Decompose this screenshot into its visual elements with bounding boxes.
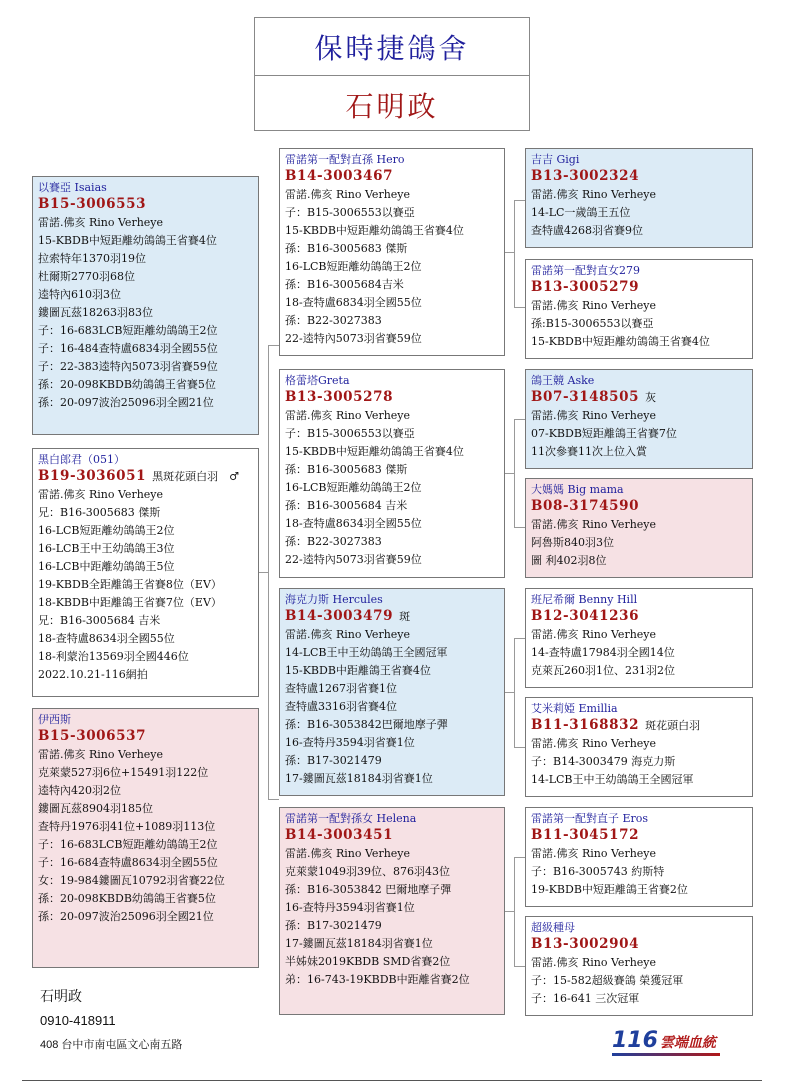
record-line: 孫：B16-3053842 巴爾地摩子彈 xyxy=(285,883,452,896)
record-line: 14-LC一歲鴿王五位 xyxy=(531,206,631,219)
great-grandparent-card xyxy=(525,369,753,469)
connector-line xyxy=(514,200,515,307)
connector-line xyxy=(514,966,525,967)
great-grandparent-card xyxy=(525,478,753,578)
record-line: 17-鏤圖瓦茲18184羽省賽1位 xyxy=(285,772,433,785)
record-line: 雷諾.佛亥 Rino Verheye xyxy=(531,409,657,422)
connector-line xyxy=(514,747,525,748)
record-line: 子：16-684查特盧8634羽全國55位 xyxy=(38,856,218,869)
dam-card xyxy=(32,708,259,968)
ring-number: B15-3006553 xyxy=(38,196,147,212)
record-line: 16-查特丹3594羽省賽1位 xyxy=(285,901,415,914)
connector-line xyxy=(505,252,514,253)
ring-number: B11-3045172 xyxy=(531,827,640,843)
record-line: 孫：B16-3005684 吉米 xyxy=(285,499,408,512)
record-line: 19-KBDB全距離鴿王省賽8位（EV） xyxy=(38,578,222,591)
record-line: 16-查特丹3594羽省賽1位 xyxy=(285,736,415,749)
record-line: 19-KBDB中短距離鴿王省賽2位 xyxy=(531,883,688,896)
contact-address: 408 台中市南屯區文心南五路 xyxy=(40,1039,183,1051)
record-line: 孫:B15-3006553以賽亞 xyxy=(531,317,654,330)
connector-line xyxy=(514,419,515,527)
record-line: 查特盧4268羽省賽9位 xyxy=(531,224,643,237)
ring-value: B11-3168832 xyxy=(531,717,640,733)
record-line: 07-KBDB短距離鴿王省賽7位 xyxy=(531,427,677,440)
record-line: 查特丹1976羽41位+1089羽113位 xyxy=(38,820,216,833)
record-line: 克萊蒙527羽6位+15491羽122位 xyxy=(38,766,209,779)
record-line: 弟：16-743-19KBDB中距離省賽2位 xyxy=(285,973,470,986)
record-line: 孫：20-098KBDB幼鴿鴿王省賽5位 xyxy=(38,378,216,391)
ring-number: B14-3003467 xyxy=(285,168,394,184)
ring-number xyxy=(531,716,747,735)
record-line: 孫：20-097波治25096羽全國21位 xyxy=(38,396,214,409)
record-line: 孫：B16-3005684吉米 xyxy=(285,278,404,291)
record-line: 16-LCB短距離幼鴿鴿王2位 xyxy=(285,481,422,494)
ring-value: B14-3003479 xyxy=(285,608,394,624)
bird-name: 以賽亞 Isaias xyxy=(38,181,107,194)
color-sex: 斑 xyxy=(399,610,411,623)
record-line: 逵特內610羽3位 xyxy=(38,288,121,301)
record-line: 16-LCB短距離幼鴿鴿王2位 xyxy=(285,260,422,273)
brand-logo xyxy=(612,1028,716,1053)
record-line: 子：16-683LCB短距離幼鴿鴿王2位 xyxy=(38,324,218,337)
record-line: 半姊妹2019KBDB SMD省賽2位 xyxy=(285,955,451,968)
logo-number: 116 xyxy=(612,1028,658,1053)
record-line: 孫：20-098KBDB幼鴿鴿王省賽5位 xyxy=(38,892,216,905)
connector-line xyxy=(505,911,514,912)
record-line: 兄：B16-3005683 傑斯 xyxy=(38,506,161,519)
record-line: 查特盧1267羽省賽1位 xyxy=(285,682,397,695)
record-line: 18-查特盧8634羽全國55位 xyxy=(38,632,175,645)
ring-number: B13-3005278 xyxy=(285,389,394,405)
record-line: 子：B14-3003479 海克力斯 xyxy=(531,755,676,768)
record-line: 子：16-484查特盧6834羽全國55位 xyxy=(38,342,218,355)
record-line: 雷諾.佛亥 Rino Verheye xyxy=(531,299,657,312)
record-line: 16-LCB短距離幼鴿鴿王2位 xyxy=(38,524,175,537)
connector-line xyxy=(268,345,269,800)
contact-name: 石明政 xyxy=(40,988,82,1004)
record-line: 雷諾.佛亥 Rino Verheye xyxy=(38,216,164,229)
record-line: 子：15-582超級賽鴿 榮獲冠軍 xyxy=(531,974,684,987)
record-line: 18-查特盧6834羽全國55位 xyxy=(285,296,422,309)
record-line: 15-KBDB中短距離幼鴿鴿王省賽4位 xyxy=(38,234,217,247)
ring-value: B07-3148505 xyxy=(531,389,640,405)
record-line: 雷諾.佛亥 Rino Verheye xyxy=(285,628,411,641)
record-line: 2022.10.21-116網拍 xyxy=(38,668,148,681)
bird-name: 吉吉 Gigi xyxy=(531,153,580,166)
record-line: 14-查特盧17984羽全國14位 xyxy=(531,646,675,659)
record-line: 鏤圖瓦茲8904羽185位 xyxy=(38,802,153,815)
great-grandparent-card xyxy=(525,807,753,907)
logo-underline xyxy=(612,1053,720,1056)
grandparent-card xyxy=(279,807,505,1015)
record-line: 雷諾.佛亥 Rino Verheye xyxy=(531,956,657,969)
record-line: 克萊瓦260羽1位、231羽2位 xyxy=(531,664,675,677)
connector-line xyxy=(505,692,514,693)
record-line: 雷諾.佛亥 Rino Verheye xyxy=(531,628,657,641)
connector-line xyxy=(514,857,525,858)
ring-number: B15-3006537 xyxy=(38,728,147,744)
record-line: 拉索特年1370羽19位 xyxy=(38,252,146,265)
record-line: 雷諾.佛亥 Rino Verheye xyxy=(38,488,164,501)
record-line: 孫：B16-3053842巴爾地摩子彈 xyxy=(285,718,448,731)
ring-number xyxy=(531,388,747,407)
pedigree-header xyxy=(254,17,530,131)
ring-number: B12-3041236 xyxy=(531,608,640,624)
record-line: 兄：B16-3005684 吉米 xyxy=(38,614,161,627)
contact-phone: 0910-418911 xyxy=(40,1013,116,1028)
connector-line xyxy=(514,638,515,747)
record-line: 雷諾.佛亥 Rino Verheye xyxy=(285,847,411,860)
ring-number xyxy=(38,467,253,486)
connector-line xyxy=(514,857,515,966)
record-line: 杜爾斯2770羽68位 xyxy=(38,270,135,283)
record-line: 18-KBDB中距離鴿王省賽7位（EV） xyxy=(38,596,222,609)
bird-name: 海克力斯 Hercules xyxy=(285,593,383,606)
record-line: 15-KBDB中短距離幼鴿鴿王省賽4位 xyxy=(285,445,464,458)
record-line: 18-查特盧8634羽全國55位 xyxy=(285,517,422,530)
record-line: 孫：B16-3005683 傑斯 xyxy=(285,463,408,476)
record-line: 雷諾.佛亥 Rino Verheye xyxy=(531,847,657,860)
record-line: 雷諾.佛亥 Rino Verheye xyxy=(531,737,657,750)
ring-number: B13-3005279 xyxy=(531,279,640,295)
connector-line xyxy=(514,527,525,528)
record-line: 女：19-984鏤圖瓦10792羽省賽22位 xyxy=(38,874,225,887)
connector-line xyxy=(505,473,514,474)
bottom-divider xyxy=(22,1080,762,1081)
record-line: 圖 利402羽8位 xyxy=(531,554,607,567)
record-line: 22-逵特內5073羽省賽59位 xyxy=(285,332,422,345)
ring-number xyxy=(285,607,499,626)
record-line: 孫：B22-3027383 xyxy=(285,314,382,327)
record-line: 15-KBDB中短距離幼鴿鴿王省賽4位 xyxy=(531,335,710,348)
record-line: 鏤圖瓦茲18263羽83位 xyxy=(38,306,153,319)
connector-line xyxy=(514,419,525,420)
loft-name: 保時捷鴿舍 xyxy=(314,31,470,65)
record-line: 雷諾.佛亥 Rino Verheye xyxy=(285,409,411,422)
connector-line xyxy=(514,307,525,308)
ring-number: B13-3002324 xyxy=(531,168,640,184)
bird-name: 格蕾塔Greta xyxy=(285,374,350,387)
bird-name: 大媽媽 Big mama xyxy=(531,483,624,496)
record-line: 雷諾.佛亥 Rino Verheye xyxy=(285,188,411,201)
record-line: 15-KBDB中短距離幼鴿鴿王省賽4位 xyxy=(285,224,464,237)
record-line: 15-KBDB中距離鴿王省賽4位 xyxy=(285,664,431,677)
connector-line xyxy=(268,799,279,800)
ring-number: B08-3174590 xyxy=(531,498,640,514)
connector-line xyxy=(268,345,279,346)
record-line: 16-LCB王中王幼鴿鴿王3位 xyxy=(38,542,175,555)
great-grandparent-card xyxy=(525,148,753,248)
ring-number: B13-3002904 xyxy=(531,936,640,952)
bird-name: 雷諾第一配對直孫 Hero xyxy=(285,153,405,166)
bird-name: 黑白郎君（051） xyxy=(38,453,125,466)
record-line: 孫：B17-3021479 xyxy=(285,754,382,767)
great-grandparent-card xyxy=(525,259,753,359)
record-line: 14-LCB王中王幼鴿鴿王全國冠軍 xyxy=(531,773,694,786)
color-sex: 斑花頭白羽 xyxy=(645,719,701,732)
bird-name: 超級種母 xyxy=(531,921,575,934)
record-line: 子：16-641 三次冠軍 xyxy=(531,992,640,1005)
record-line: 孫：B17-3021479 xyxy=(285,919,382,932)
record-line: 克萊蒙1049羽39位、876羽43位 xyxy=(285,865,450,878)
record-line: 14-LCB王中王幼鴿鴿王全國冠軍 xyxy=(285,646,448,659)
connector-line xyxy=(514,200,525,201)
record-line: 16-LCB中距離幼鴿鴿王5位 xyxy=(38,560,175,573)
record-line: 孫：20-097波治25096羽全國21位 xyxy=(38,910,214,923)
great-grandparent-card xyxy=(525,697,753,797)
bird-name: 雷諾第一配對孫女 Helena xyxy=(285,812,417,825)
record-line: 子：16-683LCB短距離幼鴿鴿王2位 xyxy=(38,838,218,851)
great-grandparent-card xyxy=(525,916,753,1016)
sire-card xyxy=(32,448,259,697)
bird-name: 班尼希爾 Benny Hill xyxy=(531,593,638,606)
grandparent-card xyxy=(279,148,505,356)
record-line: 孫：B22-3027383 xyxy=(285,535,382,548)
record-line: 子：B15-3006553以賽亞 xyxy=(285,206,415,219)
grandparent-card xyxy=(279,588,505,796)
ring-number: B14-3003451 xyxy=(285,827,394,843)
owner-name: 石明政 xyxy=(345,89,439,123)
record-line: 阿魯斯840羽3位 xyxy=(531,536,614,549)
record-line: 雷諾.佛亥 Rino Verheye xyxy=(531,518,657,531)
logo-text: 雲端血統 xyxy=(659,1035,716,1051)
subject-card xyxy=(32,176,259,435)
color-sex: 灰 xyxy=(645,391,657,404)
grandparent-card xyxy=(279,369,505,578)
record-line: 子：22-383逵特內5073羽省賽59位 xyxy=(38,360,218,373)
bird-name: 雷諾第一配對直子 Eros xyxy=(531,812,649,825)
record-line: 逵特內420羽2位 xyxy=(38,784,121,797)
connector-line xyxy=(514,638,525,639)
bird-name: 艾米莉婭 Emillia xyxy=(531,702,618,715)
record-line: 雷諾.佛亥 Rino Verheye xyxy=(38,748,164,761)
record-line: 17-鏤圖瓦茲18184羽省賽1位 xyxy=(285,937,433,950)
bird-name: 伊西斯 xyxy=(38,713,71,726)
record-line: 孫：B16-3005683 傑斯 xyxy=(285,242,408,255)
record-line: 雷諾.佛亥 Rino Verheye xyxy=(531,188,657,201)
color-sex: 黑斑花頭白羽 ♂ xyxy=(152,470,240,483)
owner-contact xyxy=(40,984,182,1056)
record-line: 22-逵特內5073羽省賽59位 xyxy=(285,553,422,566)
bird-name: 雷諾第一配對直女279 xyxy=(531,264,640,277)
bird-name: 鴿王競 Aske xyxy=(531,374,595,387)
record-line: 11次參賽11次上位入賞 xyxy=(531,445,647,458)
record-line: 子：B15-3006553以賽亞 xyxy=(285,427,415,440)
record-line: 查特盧3316羽省賽4位 xyxy=(285,700,397,713)
record-line: 子：B16-3005743 約斯特 xyxy=(531,865,665,878)
great-grandparent-card xyxy=(525,588,753,688)
record-line: 18-利蒙治13569羽全國446位 xyxy=(38,650,189,663)
ring-value: B19-3036051 xyxy=(38,468,147,484)
